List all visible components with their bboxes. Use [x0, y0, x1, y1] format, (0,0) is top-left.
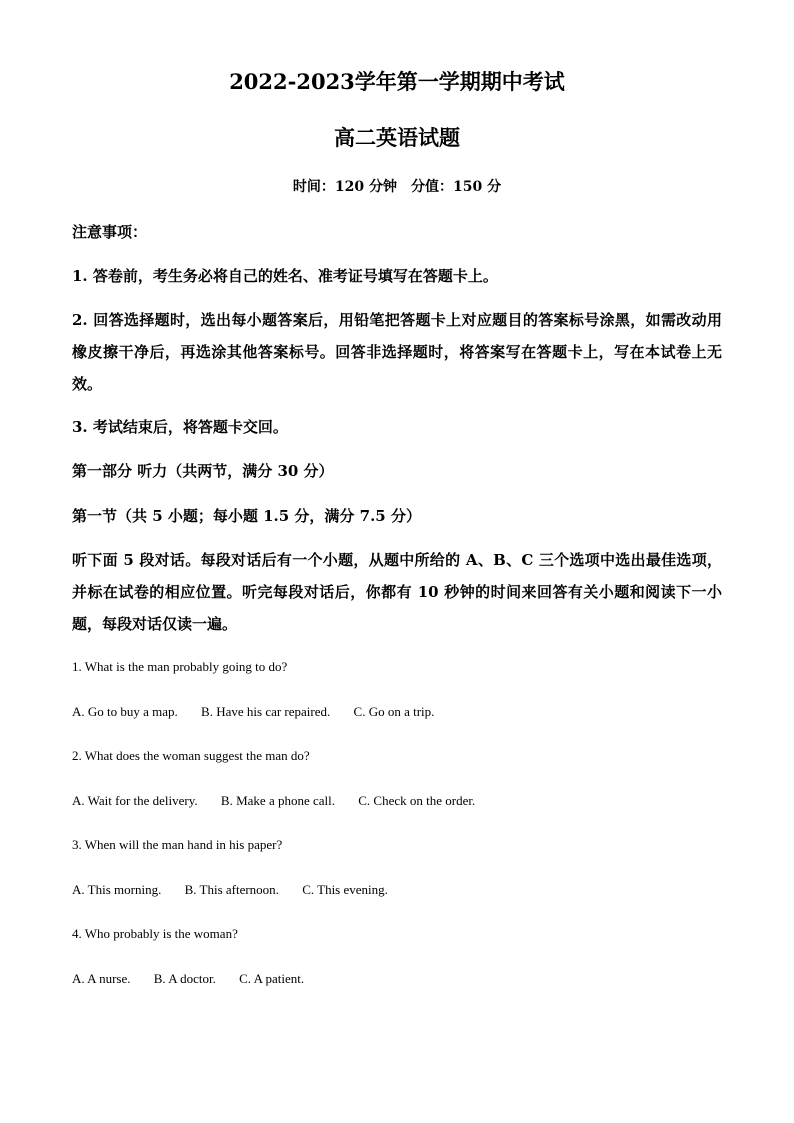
question-4-option-c: C. A patient. — [239, 971, 305, 986]
question-1-options — [72, 703, 722, 721]
exam-time-score: 时间：120 分钟 分值：150 分 — [292, 179, 502, 195]
exam-title: 2022-2023学年第一学期期中考试 — [229, 69, 565, 94]
question-3-option-c: C. This evening. — [302, 882, 388, 897]
question-1-option-b: B. Have his car repaired. — [201, 704, 331, 719]
question-2-options — [72, 792, 722, 810]
question-1-option-a: A. Go to buy a map. — [72, 704, 178, 719]
question-1-stem: 1. What is the man probably going to do? — [72, 659, 288, 674]
question-3-stem: 3. When will the man hand in his paper? — [72, 837, 283, 852]
part1-heading: 第一部分 听力（共两节，满分 30 分） — [72, 462, 334, 480]
question-2-option-b: B. Make a phone call. — [220, 793, 335, 808]
question-4-options — [72, 970, 722, 988]
question-2-stem: 2. What does the woman suggest the man do? — [72, 748, 310, 763]
question-4-option-b: B. A doctor. — [153, 971, 216, 986]
question-4-option-a: A. A nurse. — [72, 971, 131, 986]
notes-heading: 注意事项： — [72, 223, 148, 241]
section1-heading: 第一节（共 5 小题；每小题 1.5 分，满分 7.5 分） — [72, 507, 421, 525]
question-2-option-a: A. Wait for the delivery. — [72, 793, 198, 808]
notes-item-2: 2. 回答选择题时，选出每小题答案后，用铅笔把答题卡上对应题目的答案标号涂黑，如需改动用橡皮擦干净后，再选涂其他答案标号。回答非选择题时，将答案写在答题卡上，写在本试卷上无效。 — [72, 311, 722, 393]
notes-item-3: 3. 考试结束后，将答题卡交回。 — [72, 418, 288, 436]
question-3-option-a: A. This morning. — [72, 882, 162, 897]
question-1-option-c: C. Go on a trip. — [353, 704, 435, 719]
question-3-options — [72, 881, 722, 899]
exam-subtitle: 高二英语试题 — [334, 125, 460, 150]
listening-instructions: 听下面 5 段对话。每段对话后有一个小题，从题中所给的 A、B、C 三个选项中选出最佳选项，并标在试卷的相应位置。听完每段对话后，你都有 10 秒钟的时间来回答有关小题和阅读下一小题，每段对话仅读一遍。 — [72, 551, 722, 633]
question-3-option-b: B. This afternoon. — [184, 882, 279, 897]
notes-item-1: 1. 答卷前，考生务必将自己的姓名、准考证号填写在答题卡上。 — [72, 267, 498, 285]
question-2-option-c: C. Check on the order. — [358, 793, 476, 808]
question-4-stem: 4. Who probably is the woman? — [72, 926, 238, 941]
